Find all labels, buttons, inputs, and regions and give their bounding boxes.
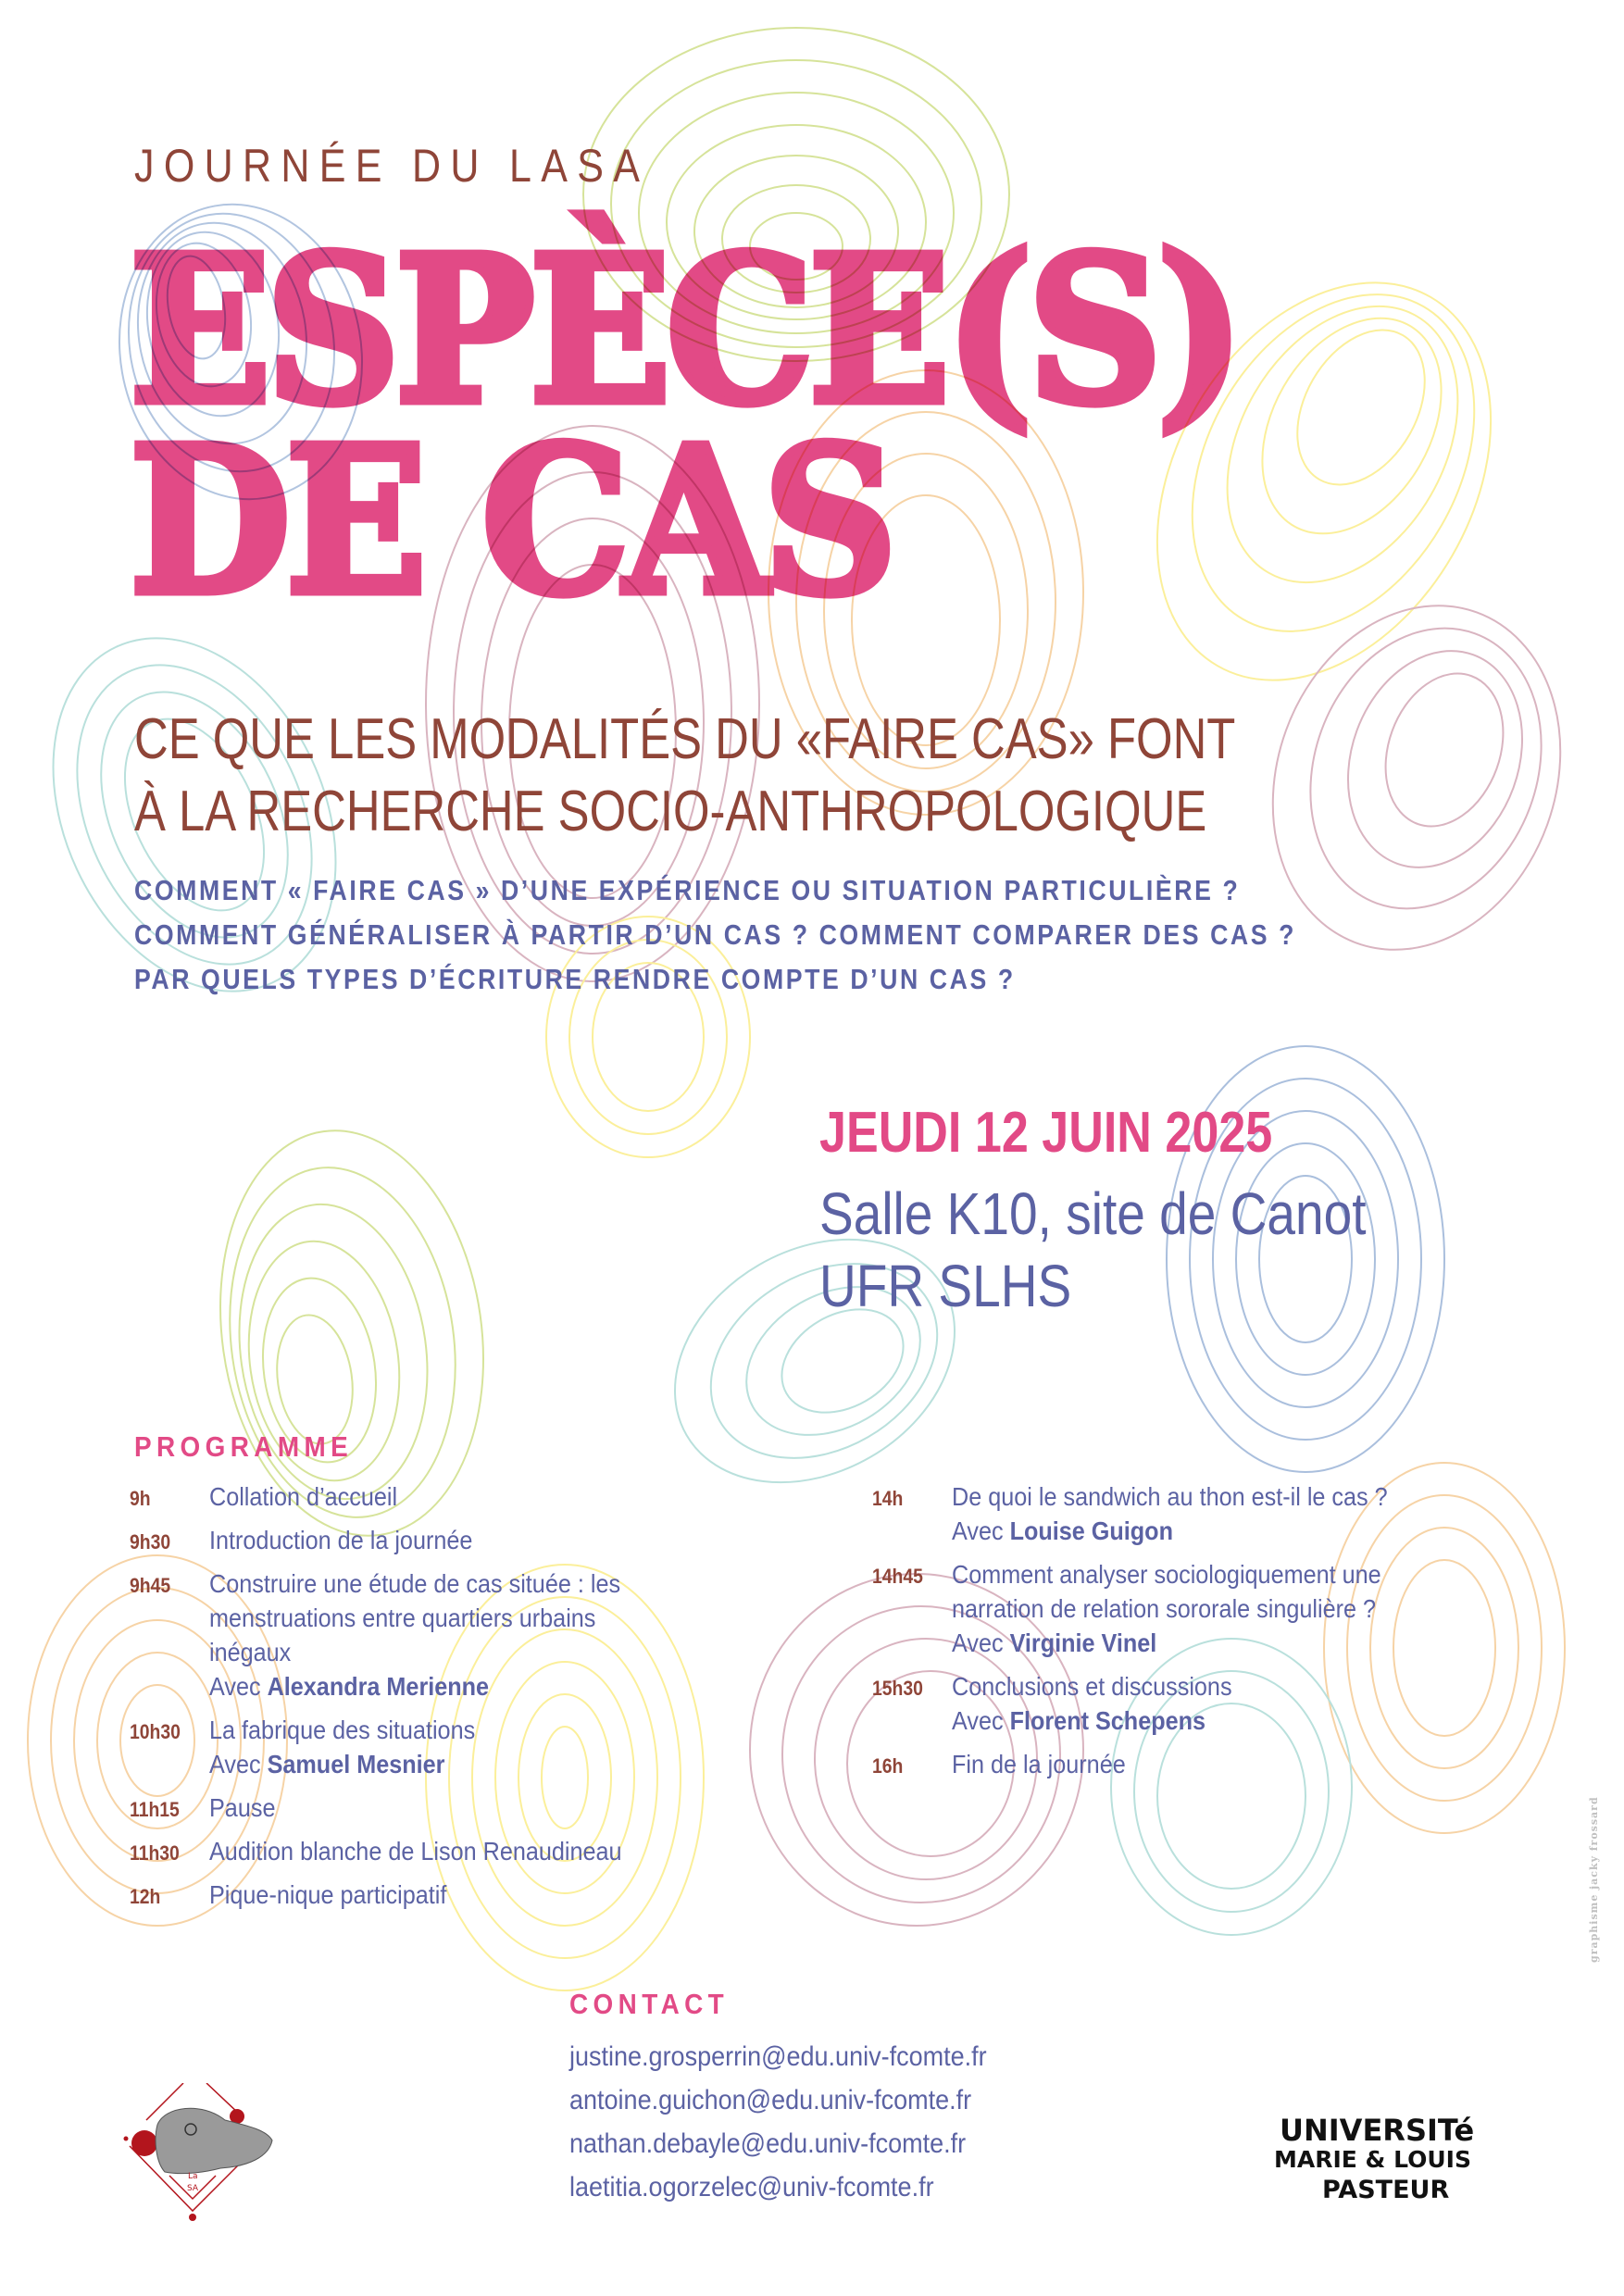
item-title: Fin de la journée bbox=[952, 1750, 1126, 1778]
programme-morning bbox=[130, 1479, 852, 1921]
item-time: 9h45 bbox=[130, 1574, 171, 1597]
programme-item bbox=[872, 1669, 1594, 1738]
item-title: Introduction de la journée bbox=[209, 1526, 473, 1554]
item-time: 14h45 bbox=[872, 1565, 923, 1588]
programme-item bbox=[130, 1566, 852, 1703]
item-title: Construire une étude de cas située : les bbox=[209, 1569, 621, 1598]
programme-item bbox=[130, 1713, 852, 1781]
programme-heading: PROGRAMME bbox=[134, 1430, 354, 1463]
speaker-name: Virginie Vinel bbox=[1009, 1628, 1157, 1657]
title-line-1: ESPÈCE(S) bbox=[130, 212, 1240, 449]
speaker-name: Florent Schepens bbox=[1009, 1706, 1206, 1735]
item-time: 12h bbox=[130, 1885, 161, 1908]
contact-heading: CONTACT bbox=[569, 1988, 730, 2020]
title-line-2: DE CAS bbox=[130, 403, 893, 640]
item-speaker: Avec Florent Schepens bbox=[952, 1706, 1206, 1735]
lasa-mark-la: La bbox=[188, 2172, 198, 2181]
programme-item bbox=[872, 1747, 1594, 1781]
item-title: Audition blanche de Lison Renaudineau bbox=[209, 1837, 622, 1866]
item-speaker: Avec Louise Guigon bbox=[952, 1516, 1173, 1545]
lasa-mark-sa: SA bbox=[187, 2184, 199, 2193]
question-3: PAR QUELS TYPES D’ÉCRITURE RENDRE COMPTE D’UN CAS ? bbox=[134, 963, 1016, 995]
university-logo-line-2: MARIE & LOUIS bbox=[1274, 2146, 1471, 2173]
contact-list bbox=[569, 2035, 987, 2209]
item-title: Conclusions et discussions bbox=[952, 1672, 1232, 1701]
speaker-name: Alexandra Merienne bbox=[267, 1672, 490, 1701]
contact-email[interactable]: nathan.debayle@edu.univ-fcomte.fr bbox=[569, 2128, 967, 2159]
programme-item bbox=[130, 1479, 852, 1514]
item-speaker: Avec Alexandra Merienne bbox=[209, 1672, 490, 1701]
university-logo-line-1: UNIVERSITé bbox=[1280, 2113, 1475, 2148]
event-kicker: JOURNÉE DU LASA bbox=[134, 140, 650, 192]
item-time: 15h30 bbox=[872, 1677, 923, 1700]
question-2: COMMENT GÉNÉRALISER À PARTIR D’UN CAS ? COMMENT COMPARER DES CAS ? bbox=[134, 918, 1296, 951]
programme-item bbox=[130, 1791, 852, 1825]
design-credit: graphisme jacky frossard bbox=[1588, 1796, 1600, 1963]
programme-item bbox=[872, 1557, 1594, 1660]
venue-faculty: UFR SLHS bbox=[819, 1253, 1072, 1319]
programme-item bbox=[130, 1878, 852, 1912]
lasa-logo-icon bbox=[109, 2083, 294, 2240]
subtitle-line-2: À LA RECHERCHE SOCIO-ANTHROPOLOGIQUE bbox=[134, 780, 1207, 843]
item-time: 16h bbox=[872, 1754, 904, 1778]
item-title: Collation d’accueil bbox=[209, 1482, 398, 1511]
venue-room: Salle K10, site de Canot bbox=[819, 1180, 1367, 1247]
programme-item bbox=[130, 1523, 852, 1557]
contact-email[interactable]: antoine.guichon@edu.univ-fcomte.fr bbox=[569, 2085, 972, 2115]
programme-afternoon bbox=[872, 1479, 1594, 1791]
item-speaker: Avec Samuel Mesnier bbox=[209, 1750, 445, 1778]
event-date: JEUDI 12 JUIN 2025 bbox=[819, 1101, 1273, 1165]
item-title: Comment analyser sociologiquement une bbox=[952, 1560, 1381, 1589]
item-time: 10h30 bbox=[130, 1720, 181, 1743]
subtitle bbox=[134, 704, 1273, 848]
item-time: 9h bbox=[130, 1487, 151, 1510]
research-questions bbox=[134, 868, 1488, 1002]
item-title: La fabrique des situations bbox=[209, 1716, 476, 1744]
university-logo bbox=[1274, 2109, 1515, 2211]
event-venue bbox=[819, 1178, 1367, 1322]
question-1: COMMENT « FAIRE CAS » D’UNE EXPÉRIENCE OU SITUATION PARTICULIÈRE ? bbox=[134, 874, 1241, 906]
lasa-logo bbox=[109, 2083, 294, 2240]
university-logo-line-3: PASTEUR bbox=[1322, 2176, 1450, 2204]
subtitle-line-1: CE QUE LES MODALITÉS DU «FAIRE CAS» FONT bbox=[134, 707, 1236, 771]
contact-email[interactable]: laetitia.ogorzelec@univ-fcomte.fr bbox=[569, 2172, 934, 2202]
programme-item bbox=[130, 1834, 852, 1868]
item-title: inégaux bbox=[209, 1638, 292, 1666]
item-time: 9h30 bbox=[130, 1530, 171, 1554]
item-title: narration de relation sororale singulière ? bbox=[952, 1594, 1377, 1623]
item-time: 11h15 bbox=[130, 1798, 180, 1821]
poster-title bbox=[130, 212, 1518, 640]
item-speaker: Avec Virginie Vinel bbox=[952, 1628, 1157, 1657]
item-title: Pique-nique participatif bbox=[209, 1880, 447, 1909]
item-title: Pause bbox=[209, 1793, 276, 1822]
item-time: 11h30 bbox=[130, 1841, 180, 1865]
item-title: menstruations entre quartiers urbains bbox=[209, 1603, 596, 1632]
speaker-name: Louise Guigon bbox=[1009, 1516, 1173, 1545]
speaker-name: Samuel Mesnier bbox=[267, 1750, 445, 1778]
programme-item bbox=[872, 1479, 1594, 1548]
item-time: 14h bbox=[872, 1487, 904, 1510]
contact-email[interactable]: justine.grosperrin@edu.univ-fcomte.fr bbox=[569, 2041, 987, 2072]
item-title: De quoi le sandwich au thon est-il le cas ? bbox=[952, 1482, 1388, 1511]
